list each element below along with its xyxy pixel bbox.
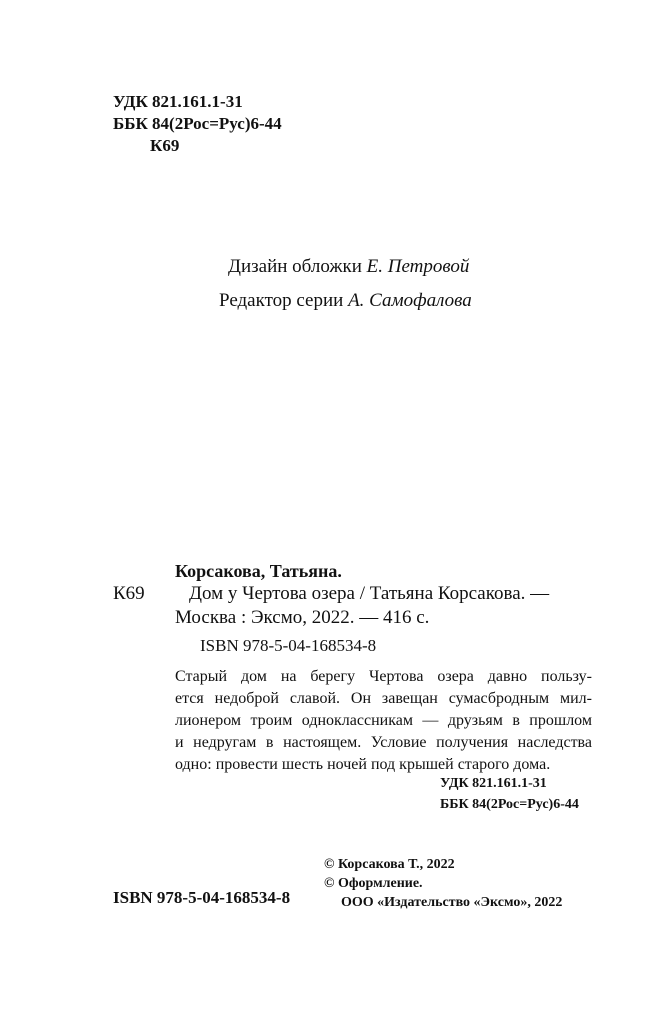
catalog-title-line-2: Москва : Эксмо, 2022. — 416 с.	[175, 607, 430, 628]
annotation-line: лионером троим одноклассникам — друзьям в прошлом	[175, 712, 592, 729]
copyright-publisher: ООО «Издательство «Эксмо», 2022	[341, 895, 563, 910]
catalog-cutter: К69	[113, 583, 145, 604]
series-editor-label: Редактор серии	[219, 290, 344, 311]
annotation-line: ется недоброй славой. Он завещан сумасбродным мил-	[175, 690, 592, 707]
header-bbk: ББК 84(2Рос=Рус)6-44	[113, 114, 282, 133]
header-cutter: К69	[150, 136, 180, 155]
annotation-line: Старый дом на берегу Чертова озера давно пользу-	[175, 668, 592, 685]
annotation-line: одно: провести шесть ночей под крышей старого дома.	[175, 756, 551, 773]
catalog-isbn: ISBN 978-5-04-168534-8	[200, 636, 377, 655]
header-udk: УДК 821.161.1-31	[113, 92, 243, 111]
book-annotation	[175, 666, 592, 776]
cover-design-label: Дизайн обложки	[228, 256, 362, 277]
cover-design-credit	[228, 256, 469, 278]
copyright-author: © Корсакова Т., 2022	[324, 857, 455, 872]
catalog-title-line-1: Дом у Чертова озера / Татьяна Корсакова. —	[189, 583, 550, 604]
catalog-bbk: ББК 84(2Рос=Рус)6-44	[440, 797, 579, 812]
catalog-author: Корсакова, Татьяна.	[175, 561, 342, 581]
catalog-udk: УДК 821.161.1-31	[440, 776, 547, 791]
footer-isbn: ISBN 978-5-04-168534-8	[113, 888, 291, 907]
series-editor-name: А. Самофалова	[348, 290, 472, 311]
series-editor-credit	[219, 290, 472, 312]
cover-designer-name: Е. Петровой	[366, 256, 470, 277]
annotation-line: и недругам в настоящем. Условие получения наследства	[175, 734, 592, 751]
copyright-design: © Оформление.	[324, 876, 423, 891]
